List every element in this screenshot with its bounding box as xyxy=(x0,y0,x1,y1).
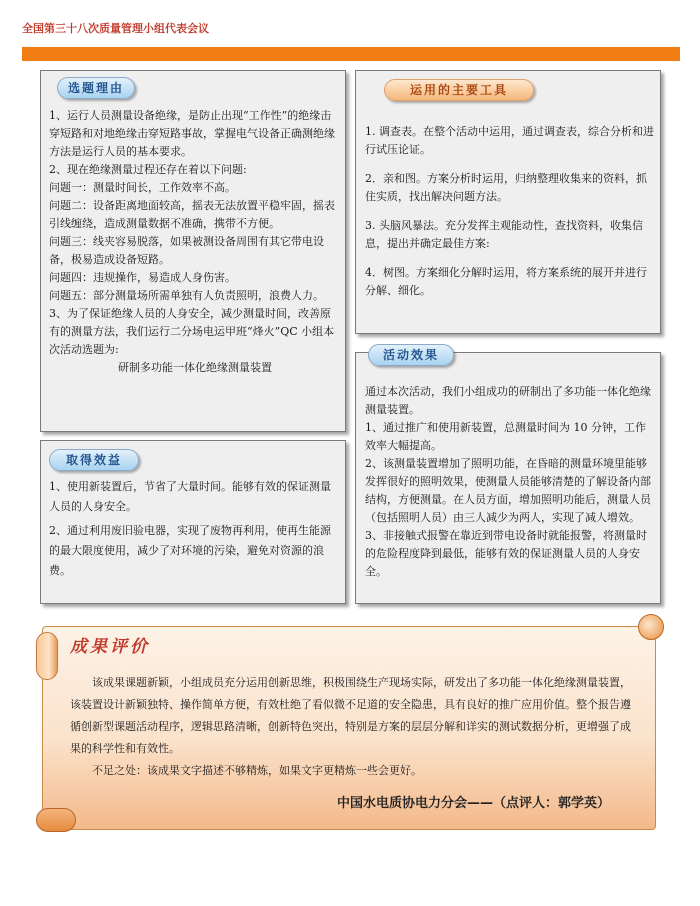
reason-paragraph: 问题四：违规操作，易造成人身伤害。 xyxy=(49,271,236,284)
tools-panel xyxy=(355,70,661,334)
tools-item: 3. 头脑风暴法。充分发挥主观能动性，查找资料，收集信息，提出并确定最佳方案: xyxy=(365,219,643,250)
reason-paragraph: 问题三：线夹容易脱落，如果被测设备周围有其它带电设备，极易造成设备短路。 xyxy=(49,235,324,266)
evaluation-scroll xyxy=(36,612,670,838)
benefit-paragraph: 1、使用新装置后，节省了大量时间。能够有效的保证测量人员的人身安全。 xyxy=(49,480,331,513)
reason-paragraph: 3、为了保证绝缘人员的人身安全，减少测量时间，改善原有的测量方法，我们运行二分场电运甲班“烽火”QC 小组本次活动选题为: xyxy=(49,307,335,356)
effect-paragraph: 3、非接触式报警在靠近到带电设备时就能报警，将测量时的危险程度降到最低，能够有效的保证测量人员的人身安全。 xyxy=(365,529,647,578)
evaluation-paragraph: 不足之处：该成果文字描述不够精炼，如果文字更精炼一些会更好。 xyxy=(92,764,422,777)
reason-paragraph: 问题一：测量时间长，工作效率不高。 xyxy=(49,181,236,194)
benefit-paragraph: 2、通过利用废旧验电器，实现了废物再利用，使再生能源的最大限度使用，减少了对环境的污染，避免对资源的浪费。 xyxy=(49,524,331,577)
scroll-curl-icon xyxy=(36,632,58,680)
effect-paragraph: 1、通过推广和使用新装置，总测量时间为 10 分钟，工作效率大幅提高。 xyxy=(365,421,646,452)
effect-paragraph: 通过本次活动，我们小组成功的研制出了多功能一体化绝缘测量装置。 xyxy=(365,385,651,416)
scroll-curl-icon xyxy=(36,808,76,832)
reason-panel xyxy=(40,70,346,432)
reason-paragraph: 问题二：设备距离地面较高，摇表无法放置平稳牢固，摇表引线缠绕，造成测量数据不准确，携带不方便。 xyxy=(49,199,335,230)
evaluation-signature: 中国水电质协电力分会——（点评人：郭学英） xyxy=(336,796,610,811)
evaluation-paragraph: 该成果课题新颖，小组成员充分运用创新思维，积极围绕生产现场实际，研发出了多功能一体化绝缘测量装置，该装置设计新颖独特、操作简单方便，有效杜绝了看似微不足道的安全隐患，具有良好的推广应用价值。整个报告遵循创新型课题活动程序，逻辑思路清晰，创新特色突出，特别是方案的层层分解和详实的测试数据分析，更增强了成果的科学性和有效性。 xyxy=(70,676,631,755)
tools-content xyxy=(365,123,655,311)
reason-paragraph: 2、现在绝缘测量过程还存在着以下问题: xyxy=(49,163,247,176)
header-bar xyxy=(22,47,680,61)
tools-item: 4．树图。方案细化分解时运用，将方案系统的展开并进行分解、细化。 xyxy=(365,266,647,297)
header-title: 全国第三十八次质量管理小组代表会议 xyxy=(22,22,209,35)
effect-content xyxy=(365,383,655,581)
benefit-panel xyxy=(40,440,346,604)
reason-topic: 研制多功能一体化绝缘测量装置 xyxy=(118,361,272,374)
reason-tag: 选题理由 xyxy=(57,77,135,99)
benefit-content xyxy=(49,477,341,585)
tools-item: 2．亲和图。方案分析时运用，归纳整理收集来的资料，抓住实质，找出解决问题方法。 xyxy=(365,172,647,203)
evaluation-title: 成果评价 xyxy=(70,637,150,657)
tools-item: 1. 调查表。在整个活动中运用，通过调查表，综合分析和进行试压论证。 xyxy=(365,125,654,156)
effect-panel xyxy=(355,352,661,604)
tools-tag: 运用的主要工具 xyxy=(384,79,534,101)
effect-tag: 活动效果 xyxy=(368,344,454,366)
effect-paragraph: 2、该测量装置增加了照明功能，在昏暗的测量环境里能够发挥很好的照明效果，使测量人员能够清楚的了解设备内部结构，方便测量。在人员方面，增加照明功能后，测量人员（包括照明人员）由三人减少为两人，实现了减人增效。 xyxy=(365,457,651,524)
reason-content xyxy=(49,107,341,377)
reason-paragraph: 问题五：部分测量场所需单独有人负责照明，浪费人力。 xyxy=(49,289,324,302)
scroll-curl-icon xyxy=(638,614,664,640)
benefit-tag: 取得效益 xyxy=(49,449,139,471)
reason-paragraph: 1、运行人员测量设备绝缘，是防止出现“工作性”的绝缘击穿短路和对地绝缘击穿短路事故，掌握电气设备正确测绝缘方法是运行人员的基本要求。 xyxy=(49,109,335,158)
evaluation-text xyxy=(70,672,636,782)
